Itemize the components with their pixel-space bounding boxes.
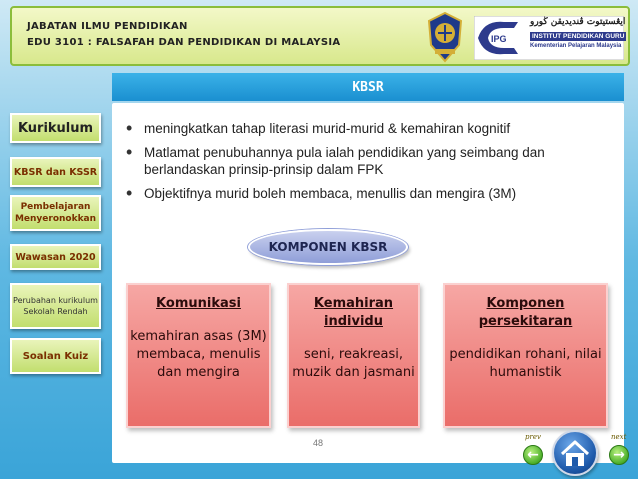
state-crest-icon <box>425 11 465 63</box>
institute-name: INSTITUT PENDIDIKAN GURU <box>532 33 625 40</box>
card-body: seni, reakreasi, muzik dan jasmani <box>292 347 415 380</box>
page-number: 48 <box>313 438 324 448</box>
header-banner <box>10 6 630 66</box>
institute-jawi-text: ايڠستيتوت ڤنديديقن ڬورو <box>530 17 626 27</box>
prev-label: prev <box>525 433 541 441</box>
home-button[interactable] <box>552 430 598 476</box>
card-title: Komunikasi <box>156 296 241 311</box>
department-title: JABATAN ILMU PENDIDIKAN <box>27 21 188 32</box>
institute-ministry: Kementerian Pelajaran Malaysia <box>530 43 622 49</box>
component-card-kemahiran <box>287 283 420 428</box>
course-title: EDU 3101 : FALSAFAH DAN PENDIDIKAN DI MALAYSIA <box>27 37 341 48</box>
svg-text:IPG: IPG <box>491 34 507 44</box>
sidebar-item-kbsr-kssr[interactable]: KBSR dan KSSR <box>10 157 101 187</box>
komponen-kbsr-label: KOMPONEN KBSR <box>248 229 408 265</box>
bullet-list <box>122 120 602 209</box>
right-arrow-icon[interactable]: → <box>609 445 629 465</box>
sidebar-item-perubahan[interactable]: Perubahan kurikulum Sekolah Rendah <box>10 283 101 329</box>
bullet-item: • meningkatkan tahap literasi murid-murid & kemahiran kognitif <box>122 120 602 137</box>
sidebar-item-pembelajaran[interactable]: Pembelajaran Menyeronokkan <box>10 195 101 231</box>
sidebar-item-soalan-kuiz[interactable]: Soalan Kuiz <box>10 338 101 374</box>
card-body: pendidikan rohani, nilai humanistik <box>449 347 602 380</box>
home-icon <box>554 432 596 474</box>
next-label: next <box>611 433 627 441</box>
component-card-persekitaran <box>443 283 608 428</box>
card-title: Kemahiran individu <box>313 296 394 329</box>
card-body: kemahiran asas (3M) membaca, menulis dan mengira <box>130 329 267 380</box>
card-title: Komponen persekitaran <box>478 296 573 329</box>
bullet-item: • Matlamat penubuhannya pula ialah pendidikan yang seimbang dan berlandaskan prinsip-prinsip dalam FPK <box>122 144 602 178</box>
bullet-item: • Objektifnya murid boleh membaca, menullis dan mengira (3M) <box>122 185 602 202</box>
sidebar-kurikulum[interactable]: Kurikulum <box>10 113 101 143</box>
component-card-komunikasi <box>126 283 271 428</box>
left-arrow-icon[interactable]: ← <box>523 445 543 465</box>
sidebar-item-wawasan[interactable]: Wawasan 2020 <box>10 244 101 270</box>
slide-title: KBSR <box>112 73 624 101</box>
